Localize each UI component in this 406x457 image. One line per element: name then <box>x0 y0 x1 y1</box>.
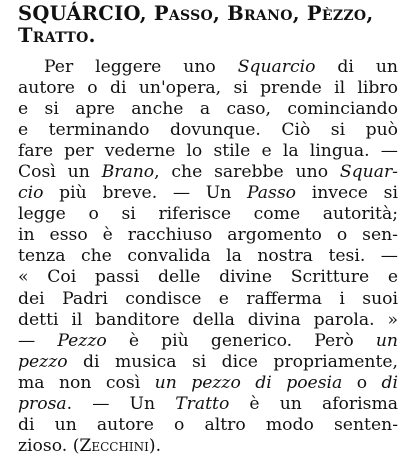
body-line <box>18 120 398 141</box>
body-italic-term: prosa <box>18 393 67 414</box>
body-text: o <box>342 372 382 393</box>
body-italic-term: cio <box>18 183 44 204</box>
body-text: autore o di un'opera, si prende il libro <box>18 78 398 99</box>
heading-term-passo: Passo <box>153 2 214 25</box>
heading-separator: , <box>366 2 374 25</box>
body-text: dei Padri condisce e rafferma i suoi <box>18 288 398 309</box>
body-text: « Coi passi delle divine Scritture e <box>18 267 398 288</box>
body-text: tenza che convalida la nostra tesi. — <box>18 246 398 267</box>
heading-separator: , <box>213 2 228 25</box>
body-text: invece si <box>296 183 398 204</box>
body-text: di un <box>315 57 398 77</box>
heading-term-squarcio: SQUÁRCIO <box>18 2 140 25</box>
body-line <box>18 246 398 267</box>
body-text: . — Un <box>66 393 176 414</box>
body-italic-term: Passo <box>247 183 297 204</box>
body-text: Per leggere uno <box>44 57 238 77</box>
body-line <box>18 436 398 457</box>
body-text: ). <box>148 435 162 456</box>
body-italic-term: Squarcio <box>237 57 316 77</box>
body-text: di un autore o altro modo senten- <box>18 414 398 435</box>
body-line <box>18 78 398 99</box>
body-text: fare per vederne lo stile e la lingua. — <box>18 141 398 162</box>
heading-separator: , <box>139 2 154 25</box>
body-text: e si apre anche a caso, cominciando <box>18 99 398 120</box>
body-text: e terminando dovunque. Ciò si può <box>18 120 398 141</box>
body-italic-term: Tratto <box>175 393 230 414</box>
heading-term-brano: Brano <box>227 2 293 25</box>
body-source-name: Zecchini <box>79 435 149 456</box>
body-line <box>18 141 398 162</box>
body-text: — <box>18 330 58 351</box>
body-line <box>18 310 398 331</box>
body-text: è un aforisma <box>229 393 398 414</box>
body-text: di musica si dice propriamente, <box>67 351 398 372</box>
body-line <box>18 162 398 183</box>
heading-term-tratto: Tratto <box>18 24 89 47</box>
body-line <box>18 267 398 288</box>
body-italic-term: di <box>381 372 398 393</box>
body-italic-term: Brano <box>101 162 155 183</box>
body-line <box>18 225 398 246</box>
body-line <box>18 331 398 352</box>
body-italic-term: un pezzo di poesia <box>154 372 343 393</box>
body-line <box>18 204 398 225</box>
body-line <box>18 373 398 394</box>
body-line <box>18 352 398 373</box>
body-text: zioso. ( <box>18 435 80 456</box>
body-italic-term: Pezzo <box>57 330 107 351</box>
body-line <box>18 183 398 204</box>
body-italic-term: Squar- <box>339 162 398 183</box>
body-line <box>18 289 398 310</box>
body-text: è più generico. Però <box>106 330 376 351</box>
body-italic-term: un <box>375 330 398 351</box>
body-text: in esso è racchiuso argomento o sen- <box>18 225 398 246</box>
entry-heading <box>18 3 398 47</box>
body-italic-term: pezzo <box>18 351 68 372</box>
body-text: legge o si riferisce come autorità; <box>18 204 398 225</box>
body-text: , che sarebbe uno <box>154 162 340 183</box>
body-text: Così un <box>18 162 102 183</box>
body-line <box>18 57 398 78</box>
body-line <box>18 99 398 120</box>
body-text: più breve. — Un <box>43 183 247 204</box>
heading-separator: , <box>292 2 307 25</box>
body-line <box>18 415 398 436</box>
heading-term-pezzo: Pèzzo <box>306 2 367 25</box>
body-text: ma non così <box>18 372 155 393</box>
body-text: detti il banditore della divina parola. » <box>18 309 398 330</box>
body-line <box>18 394 398 415</box>
entry-body <box>18 57 398 457</box>
heading-end: . <box>88 24 96 47</box>
